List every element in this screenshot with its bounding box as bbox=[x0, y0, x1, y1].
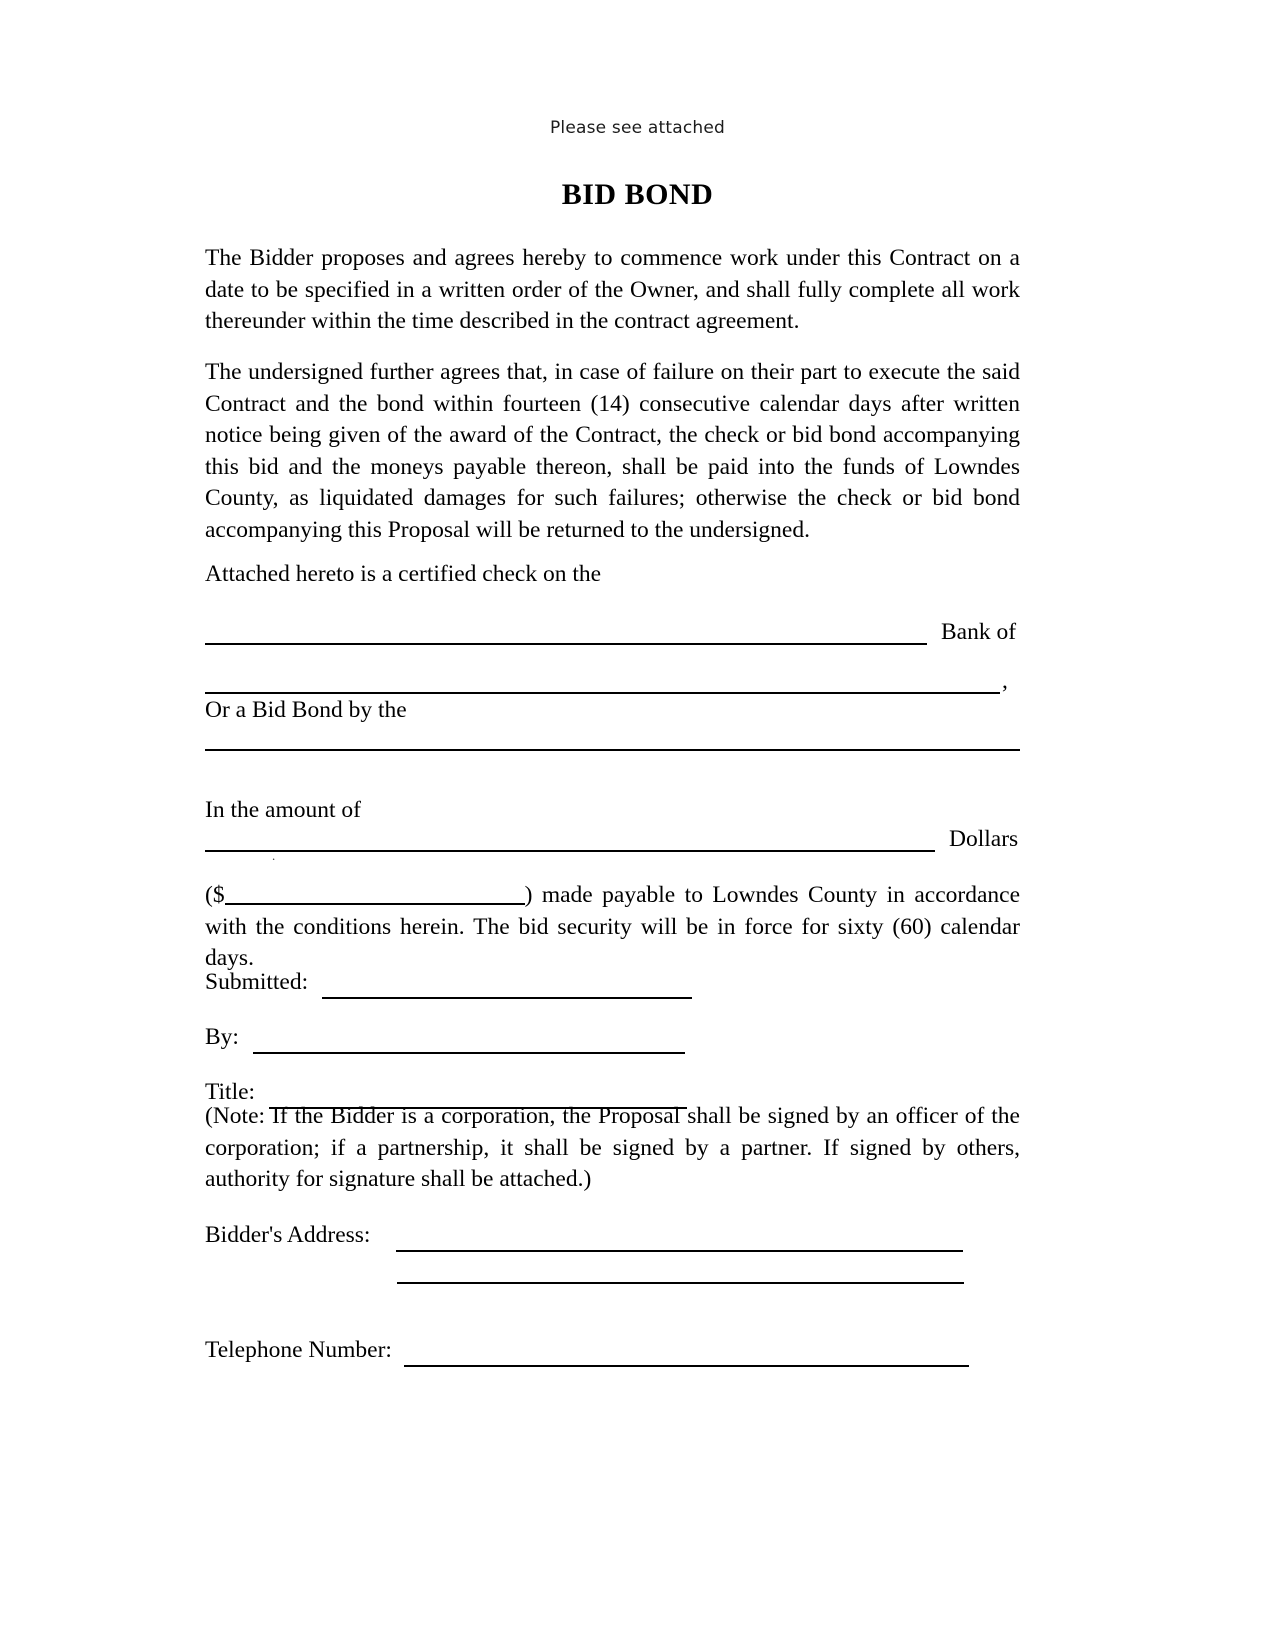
by-input[interactable] bbox=[253, 1032, 685, 1054]
bank-address-input[interactable] bbox=[205, 670, 1000, 694]
payable-clause-block bbox=[205, 880, 1020, 975]
bidders-address-field-row bbox=[205, 1220, 1020, 1252]
bank-address-field-row bbox=[205, 666, 1020, 698]
stray-ink-mark: . bbox=[272, 848, 276, 863]
bank-of-label: Bank of bbox=[941, 619, 1017, 645]
title-label: Title: bbox=[205, 1079, 256, 1105]
note-paragraph: (Note: If the Bidder is a corporation, the Proposal shall be signed by an officer of the corporation; if a partnership, it shall be signed by a partner. If signed by others, authority for signature shall be attached.) bbox=[205, 1103, 1020, 1192]
by-field-row bbox=[205, 1022, 1020, 1054]
amount-words-input[interactable] bbox=[205, 828, 935, 852]
amount-label-block bbox=[205, 795, 1020, 827]
bidders-address-label: Bidder's Address: bbox=[205, 1222, 371, 1248]
paragraph-undersigned: The undersigned further agrees that, in case of failure on their part to execute the said Contract and the bond within fourteen (14) consecutive calendar days after written notice being given of the award of the Contract, the check or bid bond accompanying this bid and the moneys payable thereon, shall be paid into the funds of Lowndes County, as liquidated damages for such failures; otherwise the check or bid bond accompanying this Proposal will be returned to the undersigned. bbox=[205, 359, 1020, 543]
bidders-address-line2-row bbox=[205, 1282, 1212, 1284]
by-label: By: bbox=[205, 1024, 239, 1050]
surety-name-input[interactable] bbox=[205, 749, 1020, 751]
dollars-label: Dollars bbox=[949, 826, 1019, 852]
submitted-field-row bbox=[205, 967, 1020, 999]
payable-clause bbox=[205, 880, 1020, 975]
telephone-field-row bbox=[205, 1335, 1020, 1367]
paragraph-commence-work: The Bidder proposes and agrees hereby to commence work under this Contract on a date to be specified in a written order of the Owner, and shall fully complete all work thereunder within the time described in the contract agreement. bbox=[205, 245, 1020, 334]
attached-note: Please see attached bbox=[549, 118, 726, 138]
amount-words-field-row bbox=[205, 824, 1020, 856]
bid-bond-by-label: Or a Bid Bond by the bbox=[205, 697, 407, 723]
trailing-comma: , bbox=[1002, 668, 1008, 694]
in-the-amount-of-label: In the amount of bbox=[205, 797, 361, 823]
bidders-address-input-line1[interactable] bbox=[396, 1230, 963, 1252]
note-paragraph-block bbox=[205, 1101, 1020, 1196]
paragraph-commence-work-block bbox=[205, 243, 1020, 338]
bidders-address-input-line2[interactable] bbox=[397, 1282, 964, 1284]
bank-name-input[interactable] bbox=[205, 621, 927, 645]
telephone-label: Telephone Number: bbox=[205, 1337, 392, 1363]
submitted-input[interactable] bbox=[322, 977, 692, 999]
payable-prefix: ($ bbox=[205, 882, 225, 908]
surety-field-row bbox=[205, 749, 1020, 751]
certified-check-label: Attached hereto is a certified check on the bbox=[205, 561, 602, 587]
certified-check-label-block bbox=[205, 559, 1020, 591]
telephone-input[interactable] bbox=[404, 1345, 969, 1367]
payable-suffix: ) made payable to Lowndes County in accordance with the conditions herein. The bid security will be in force for sixty (60) calendar days. bbox=[205, 882, 1020, 971]
amount-numeric-input[interactable] bbox=[225, 883, 525, 905]
paragraph-undersigned-block bbox=[205, 357, 1020, 546]
page-title: BID BOND bbox=[561, 178, 714, 211]
bank-name-field-row bbox=[205, 617, 1020, 649]
submitted-label: Submitted: bbox=[205, 969, 309, 995]
bid-bond-label-block bbox=[205, 695, 1020, 727]
